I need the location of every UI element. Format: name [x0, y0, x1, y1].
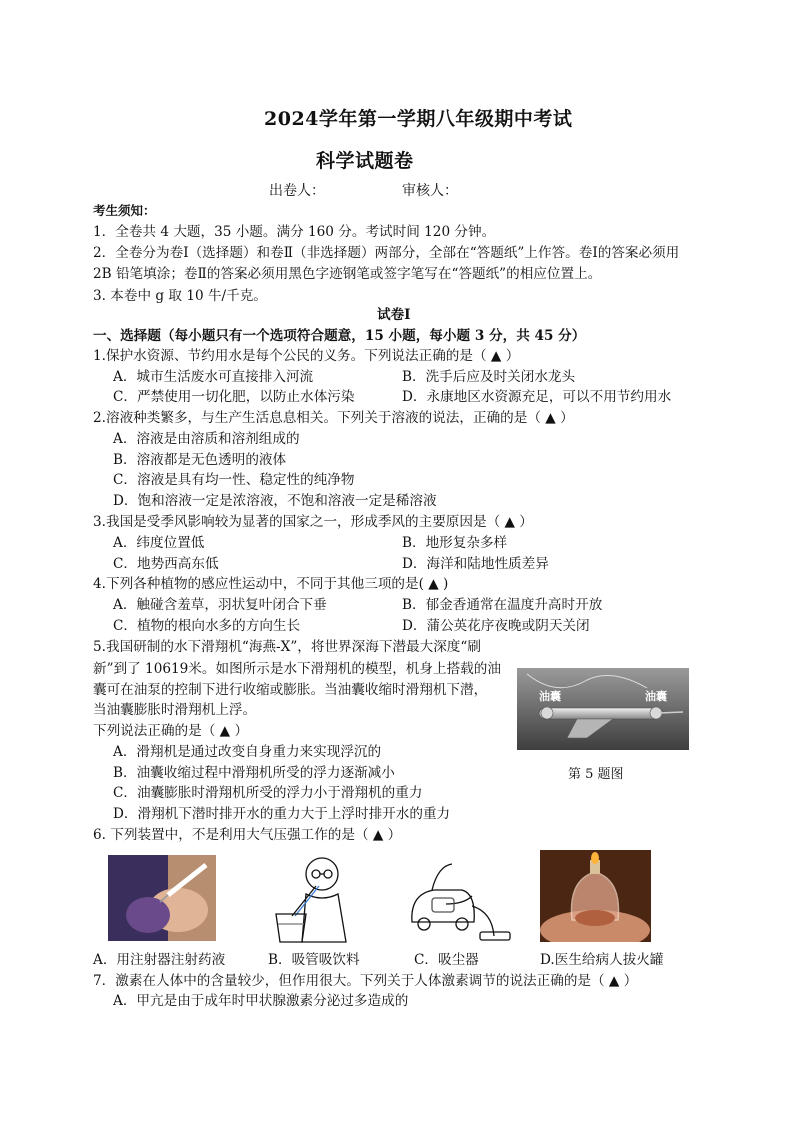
q5-stem-line-1: 5.我国研制的水下滑翔机“海燕-X”，将世界深海下潜最大深度“刷: [93, 639, 481, 655]
q5-stem-line-5: 下列说法正确的是（ ▲ ）: [93, 723, 249, 739]
cupping-therapy-image: [540, 850, 651, 942]
q3-option-b: B．地形复杂多样: [402, 535, 508, 551]
q2-option-b: B．溶液都是无色透明的液体: [113, 452, 287, 468]
syringe-injection-image: [108, 855, 216, 941]
q5-option-c: C．油囊膨胀时滑翔机所受的浮力小于滑翔机的重力: [113, 785, 423, 801]
q7-stem: 7．激素在人体中的含量较少，但作用很大。下列关于人体激素调节的说法正确的是（ ▲ ）: [93, 973, 638, 989]
q1-option-a: A．城市生活废水可直接排入河流: [113, 369, 314, 385]
q4-option-a: A．触碰含羞草，羽状复叶闭合下垂: [113, 597, 327, 613]
q6-option-d: D.医生给病人拔火罐: [540, 952, 664, 968]
q5-stem-line-4: 当油囊膨胀时滑翔机上浮。: [93, 702, 257, 718]
q6-stem: 6. 下列装置中，不是利用大气压强工作的是（ ▲ ）: [93, 827, 402, 843]
notice-item-2: 2．全卷分为卷Ⅰ（选择题）和卷Ⅱ（非选择题）两部分，全部在“答题纸”上作答。卷Ⅰ的答案必须用: [93, 245, 680, 261]
q3-option-d: D．海洋和陆地性质差异: [402, 556, 549, 572]
reviewer-label: 审核人：: [402, 183, 458, 199]
q1-option-d: D．永康地区水资源充足，可以不用节约用水: [402, 389, 672, 405]
section-heading: 一、选择题（每小题只有一个选项符合题意，15 小题，每小题 3 分，共 45 分）: [93, 328, 586, 344]
exam-title: 2024学年第一学期八年级期中考试: [264, 108, 573, 130]
q2-stem: 2.溶液种类繁多，与生产生活息息相关。下列关于溶液的说法，正确的是（ ▲ ）: [93, 410, 574, 426]
q5-option-d: D．滑翔机下潜时排开水的重力大于上浮时排开水的重力: [113, 806, 451, 822]
q5-option-a: A．滑翔机是通过改变自身重力来实现浮沉的: [113, 744, 382, 760]
q5-stem-line-3: 囊可在油泵的控制下进行收缩或膨胀。当油囊收缩时滑翔机下潜，: [93, 682, 488, 698]
q3-stem: 3.我国是受季风影响较为显著的国家之一，形成季风的主要原因是（ ▲ ）: [93, 514, 533, 530]
vacuum-cleaner-image: [402, 852, 516, 944]
oil-bladder-label-left: 油囊: [539, 690, 561, 703]
q2-option-d: D．饱和溶液一定是浓溶液，不饱和溶液一定是稀溶液: [113, 493, 437, 509]
q1-option-b: B．洗手后应及时关闭水龙头: [402, 369, 576, 385]
q2-option-a: A．溶液是由溶质和溶剂组成的: [113, 431, 300, 447]
q6-option-a: A．用注射器注射药液: [93, 952, 226, 968]
oil-bladder-label-right: 油囊: [645, 690, 667, 703]
straw-drinking-image: [262, 852, 362, 944]
q4-option-d: D．蒲公英花序夜晚或阴天关闭: [402, 618, 590, 634]
setter-label: 出卷人：: [269, 183, 325, 199]
notice-heading: 考生须知：: [93, 203, 156, 218]
q7-option-a: A．甲亢是由于成年时甲状腺激素分泌过多造成的: [113, 993, 409, 1009]
part-label: 试卷Ⅰ: [377, 307, 411, 323]
q1-option-c: C．严禁使用一切化肥，以防止水体污染: [113, 389, 355, 405]
notice-item-1: 1．全卷共 4 大题，35 小题。满分 160 分。考试时间 120 分钟。: [93, 224, 496, 240]
q6-option-b: B．吸管吸饮料: [268, 952, 360, 968]
paper-subtitle: 科学试题卷: [316, 150, 414, 172]
q4-stem: 4.下列各种植物的感应性运动中，不同于其他三项的是( ▲ ): [93, 576, 449, 592]
glider-illustration: [517, 668, 689, 750]
glider-figure: [517, 668, 689, 750]
q4-option-c: C．植物的根向水多的方向生长: [113, 618, 301, 634]
notice-item-3: 3. 本卷中 g 取 10 牛/千克。: [93, 288, 267, 304]
q3-option-a: A．纬度位置低: [113, 535, 205, 551]
q2-option-c: C．溶液是具有均一性、稳定性的纯净物: [113, 472, 355, 488]
figure-5-caption: 第 5 题图: [568, 767, 624, 782]
q4-option-b: B．郁金香通常在温度升高时开放: [402, 597, 603, 613]
q3-option-c: C．地势西高东低: [113, 556, 219, 572]
q5-stem-line-2: 新”到了 10619米。如图所示是水下滑翔机的模型，机身上搭载的油: [93, 661, 501, 677]
q1-stem: 1.保护水资源、节约用水是每个公民的义务。下列说法正确的是（ ▲ ）: [93, 348, 520, 364]
notice-item-2-cont: 2B 铅笔填涂；卷Ⅱ的答案必须用黑色字迹钢笔或签字笔写在“答题纸”的相应位置上。: [93, 266, 602, 282]
q5-option-b: B．油囊收缩过程中滑翔机所受的浮力逐渐减小: [113, 765, 395, 781]
q6-option-c: C．吸尘器: [414, 952, 479, 968]
